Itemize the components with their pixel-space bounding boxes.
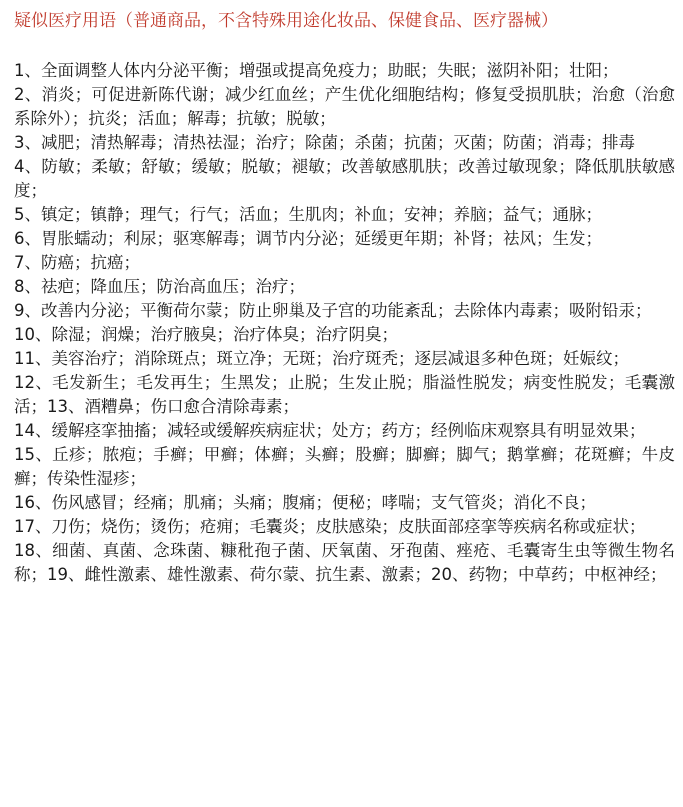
list-item: 4、防敏；柔敏；舒敏；缓敏；脱敏；褪敏；改善敏感肌肤；改善过敏现象；降低肌肤敏感度； — [14, 157, 675, 200]
list-item: 17、刀伤；烧伤；烫伤；疮痈；毛囊炎；皮肤感染；皮肤面部痉挛等疾病名称或症状； — [14, 517, 646, 536]
list-item: 5、镇定；镇静；理气；行气；活血；生肌肉；补血；安神；养脑；益气；通脉； — [14, 205, 602, 224]
document-title: 疑似医疗用语（普通商品，不含特殊用途化妆品、保健食品、医疗器械） — [14, 11, 558, 31]
term-list — [14, 59, 675, 587]
list-item: 1、全面调整人体内分泌平衡；增强或提高免疫力；助眠；失眠；滋阴补阳；壮阳； — [14, 61, 619, 80]
list-item: 2、消炎；可促进新陈代谢；减少红血丝；产生优化细胞结构；修复受损肌肤；治愈（治愈系除外）；抗炎；活血；解毒；抗敏；脱敏； — [14, 85, 675, 128]
list-item: 3、减肥；清热解毒；清热祛湿；治疗；除菌；杀菌；抗菌；灭菌；防菌；消毒；排毒 — [14, 133, 635, 152]
list-item: 9、改善内分泌；平衡荷尔蒙；防止卵巢及子宫的功能紊乱；去除体内毒素；吸附铅汞； — [14, 301, 652, 320]
list-item: 14、缓解痉挛抽搐；减轻或缓解疾病症状；处方；药方；经例临床观察具有明显效果； — [14, 421, 646, 440]
list-item: 15、丘疹；脓疱；手癣；甲癣；体癣；头癣；股癣；脚癣；脚气；鹅掌癣；花斑癣；牛皮癣；传染性湿疹； — [14, 445, 675, 488]
list-item: 6、胃胀蠕动；利尿；驱寒解毒；调节内分泌；延缓更年期；补肾；祛风；生发； — [14, 229, 602, 248]
list-item: 12、毛发新生；毛发再生；生黑发；止脱；生发止脱；脂溢性脱发；病变性脱发；毛囊激活；13、酒糟鼻；伤口愈合清除毒素； — [14, 373, 675, 416]
list-item: 16、伤风感冒；经痛；肌痛；头痛；腹痛；便秘；哮喘；支气管炎；消化不良； — [14, 493, 596, 512]
list-item: 8、祛疤；降血压；防治高血压；治疗； — [14, 277, 305, 296]
list-item: 18、细菌、真菌、念珠菌、糠秕孢子菌、厌氧菌、牙孢菌、痤疮、毛囊寄生虫等微生物名称；19、雌性激素、雄性激素、荷尔蒙、抗生素、激素；20、药物；中草药；中枢神经； — [14, 541, 675, 584]
list-item: 10、除湿；润燥；治疗腋臭；治疗体臭；治疗阴臭； — [14, 325, 398, 344]
list-item: 11、美容治疗；消除斑点；斑立净；无斑；治疗斑秃；逐层减退多种色斑；妊娠纹； — [14, 349, 629, 368]
list-item: 7、防癌；抗癌； — [14, 253, 140, 272]
